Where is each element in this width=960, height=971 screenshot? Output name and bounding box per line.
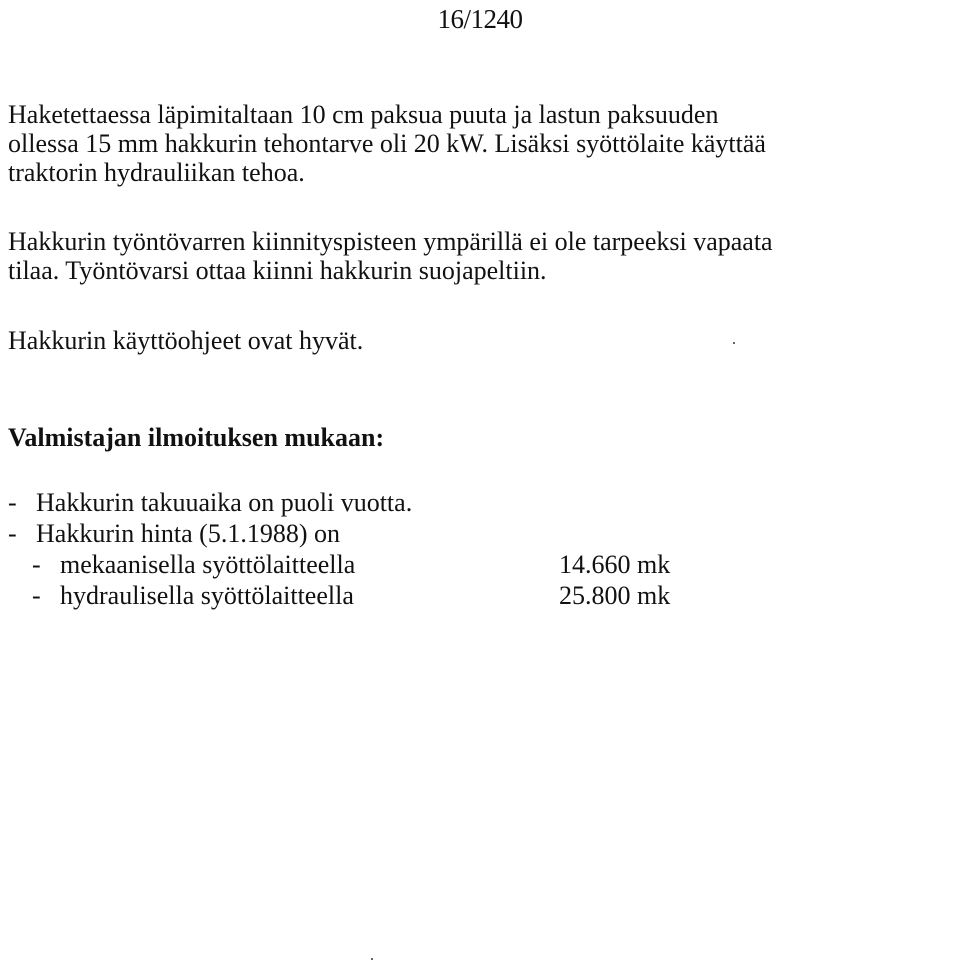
text-line: Hakkurin käyttöohjeet ovat hyvät. <box>8 326 364 355</box>
paragraph-push-arm <box>8 227 908 285</box>
price-value: 14.660 mk <box>559 550 671 579</box>
price-row-hydraulic <box>8 580 908 611</box>
section-heading: Valmistajan ilmoituksen mukaan: <box>8 423 385 452</box>
scan-speck <box>371 958 373 960</box>
scan-speck <box>733 342 735 344</box>
page-number: 16/1240 <box>437 4 523 34</box>
list-item-text: Hakkurin takuuaika on puoli vuotta. <box>36 488 413 517</box>
list-item <box>8 487 908 518</box>
text-line: Hakkurin työntövarren kiinnityspisteen ympärillä ei ole tarpeeksi vapaata <box>8 227 773 256</box>
list-dash: - <box>32 550 41 579</box>
list-dash: - <box>8 519 17 548</box>
text-line: Haketettaessa läpimitaltaan 10 cm paksua puuta ja lastun paksuuden <box>8 100 719 129</box>
price-label: hydraulisella syöttölaitteella <box>60 581 354 610</box>
list-dash: - <box>32 581 41 610</box>
list-item-text: Hakkurin hinta (5.1.1988) on <box>36 519 341 548</box>
text-line: traktorin hydrauliikan tehoa. <box>8 158 305 187</box>
paragraph-chipping-power <box>8 100 908 187</box>
price-value: 25.800 mk <box>559 581 671 610</box>
price-row-mechanical <box>8 549 908 580</box>
list-dash: - <box>8 488 17 517</box>
list-item <box>8 518 908 549</box>
text-line: tilaa. Työntövarsi ottaa kiinni hakkurin suojapeltiin. <box>8 256 547 285</box>
price-label: mekaanisella syöttölaitteella <box>60 550 356 579</box>
paragraph-instructions <box>8 326 908 355</box>
manufacturer-info-list <box>8 487 908 611</box>
text-line: ollessa 15 mm hakkurin tehontarve oli 20 kW. Lisäksi syöttölaite käyttää <box>8 129 766 158</box>
